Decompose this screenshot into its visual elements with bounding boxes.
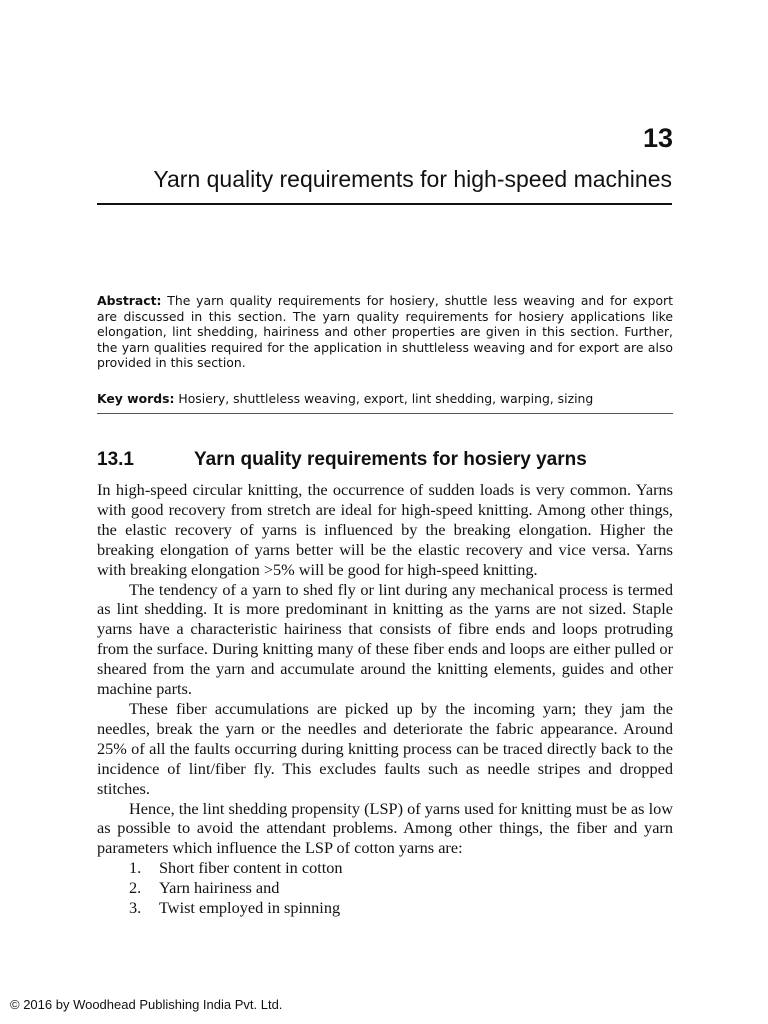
- list-item-text: Yarn hairiness and: [159, 878, 280, 898]
- paragraph: In high-speed circular knitting, the occurrence of sudden loads is very common. Yarns with good recovery from stretch are ideal for high-speed knitting. Among other things, the elastic recovery of yarns is influenced by the breaking elongation. Higher the breaking elongation of yarns better will be the elastic recovery and vice versa. Yarns with breaking elongation >5% will be good for high-speed knitting.: [97, 480, 673, 579]
- chapter-number: 13: [642, 123, 673, 153]
- keywords-label: Key words:: [97, 391, 175, 406]
- abstract-label: Abstract:: [97, 293, 162, 308]
- list-item-number: 2.: [129, 878, 142, 898]
- title-divider: [97, 203, 672, 205]
- list-item: [97, 898, 673, 918]
- list-item-text: Twist employed in spinning: [159, 898, 341, 918]
- copyright-footer: © 2016 by Woodhead Publishing India Pvt. Ltd.: [10, 997, 283, 1012]
- abstract: [97, 293, 673, 371]
- section-title: Yarn quality requirements for hosiery yarns: [194, 449, 587, 470]
- paragraph: These fiber accumulations are picked up by the incoming yarn; they jam the needles, break the yarn or the needles and deteriorate the fabric appearance. Around 25% of all the faults occurring during knitting process can be traced directly back to the incidence of lint/fiber fly. This excludes faults such as needle stripes and dropped stitches.: [97, 698, 673, 798]
- keywords: [97, 391, 673, 407]
- section-heading: [97, 447, 587, 473]
- list-item-number: 3.: [129, 898, 142, 918]
- list-item: [97, 858, 673, 878]
- body-text: [97, 480, 673, 918]
- paragraph: The tendency of a yarn to shed fly or lint during any mechanical process is termed as lint shedding. It is more predominant in knitting as the yarns are not sized. Staple yarns have a characteristic hairiness that consists of fibre ends and loops protruding from the surface. During knitting many of these fiber ends and loops are either pulled or sheared from the yarn and accumulate around the knitting elements, guides and other machine parts.: [97, 579, 673, 699]
- list-item-text: Short fiber content in cotton: [159, 858, 343, 878]
- abstract-text: The yarn quality requirements for hosiery, shuttle less weaving and for export are discussed in this section. The yarn quality requirements for hosiery applications like elongation, lint shedding, hairiness and other properties are given in this section. Further, the yarn qualities required for the application in shuttleless weaving and for export are also provided in this section.: [97, 293, 673, 371]
- list-item: [97, 878, 673, 898]
- chapter-title: Yarn quality requirements for high-speed machines: [153, 166, 672, 192]
- list-item-number: 1.: [129, 858, 142, 878]
- abstract-divider: [97, 413, 673, 414]
- numbered-list: [97, 858, 673, 918]
- paragraph: Hence, the lint shedding propensity (LSP) of yarns used for knitting must be as low as possible to avoid the attendant problems. Among other things, the fiber and yarn parameters which influence the LSP of cotton yarns are:: [97, 798, 673, 858]
- keywords-text: Hosiery, shuttleless weaving, export, lint shedding, warping, sizing: [178, 391, 594, 406]
- section-number: 13.1: [97, 449, 134, 470]
